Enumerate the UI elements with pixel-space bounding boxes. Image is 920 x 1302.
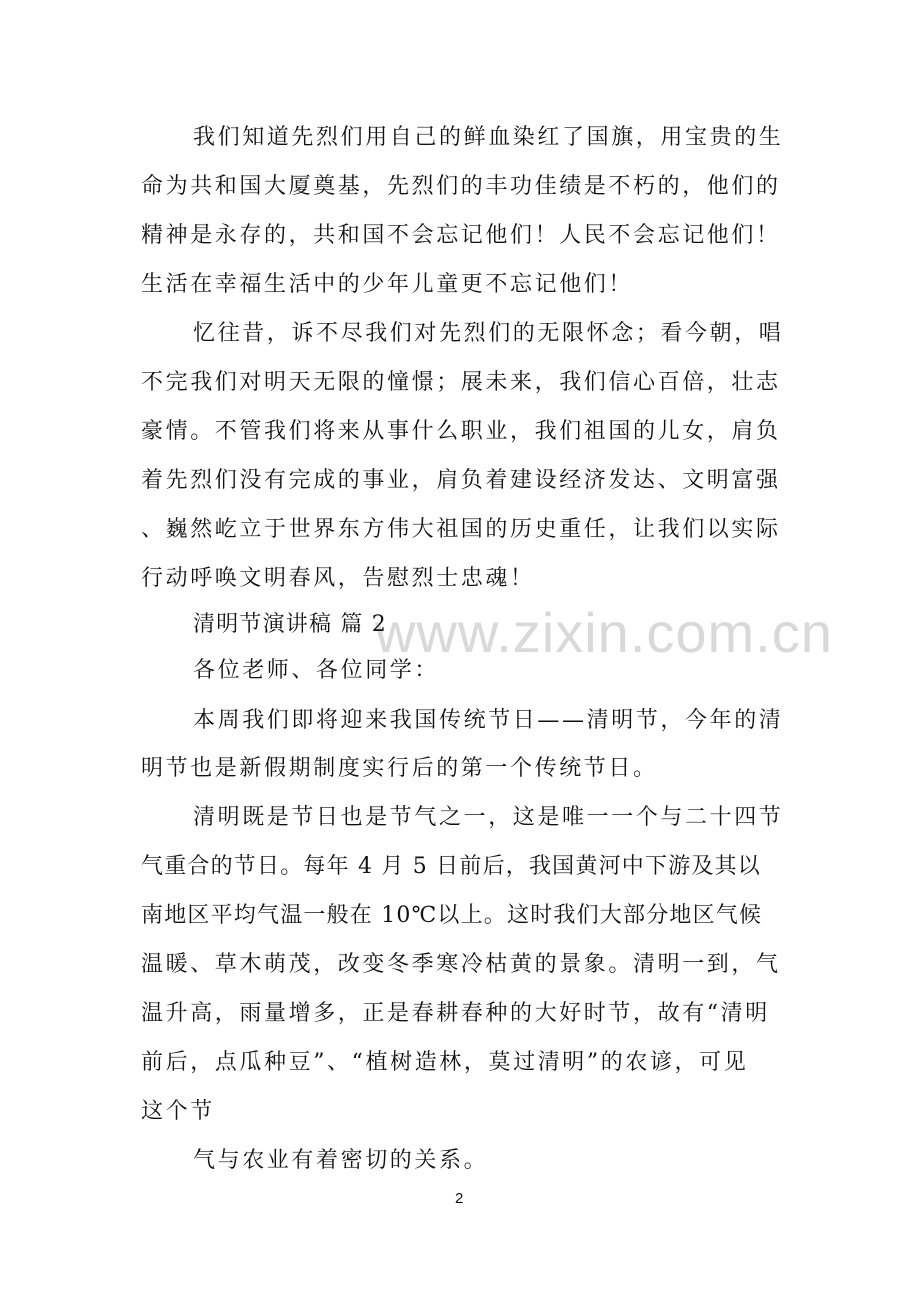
text-line: 着先烈们没有完成的事业，肩负着建设经济发达、文明富强 xyxy=(141,468,781,493)
text-line: 本周我们即将迎来我国传统节日——清明节，今年的清 xyxy=(193,708,784,733)
page-number: 2 xyxy=(455,1190,464,1207)
text-line: 这个节 xyxy=(141,1099,215,1124)
text-line: 南地区平均气温一般在 10℃以上。这时我们大部分地区气候 xyxy=(141,903,763,928)
text-line: 忆往昔，诉不尽我们对先烈们的无限怀念；看今朝，唱 xyxy=(193,321,784,346)
text-line: 我们知道先烈们用自己的鲜血染红了国旗，用宝贵的生 xyxy=(193,125,784,150)
text-line: 生活在幸福生活中的少年儿童更不忘记他们！ xyxy=(141,272,634,297)
text-line: 、巍然屹立于世界东方伟大祖国的历史重任，让我们以实际 xyxy=(141,517,781,542)
text-line: 行动呼唤文明春风，告慰烈士忠魂！ xyxy=(141,566,535,591)
text-line: 不完我们对明天无限的憧憬；展未来，我们信心百倍，壮志 xyxy=(141,370,781,395)
watermark: www.zixin.com.cn xyxy=(375,601,833,664)
text-line: 精神是永存的，共和国不会忘记他们！人民不会忘记他们！ xyxy=(141,223,781,248)
section-heading: 清明节演讲稿 篇 2 xyxy=(193,612,387,637)
text-line: 明节也是新假期制度实行后的第一个传统节日。 xyxy=(141,756,658,781)
text-line: 温暖、草木萌茂，改变冬季寒冷枯黄的景象。清明一到，气 xyxy=(141,952,781,977)
text-line: 命为共和国大厦奠基，先烈们的丰功佳绩是不朽的，他们的 xyxy=(141,174,781,199)
text-line: 气重合的节日。每年 4 月 5 日前后，我国黄河中下游及其以 xyxy=(141,854,761,879)
text-line: 气与农业有着密切的关系。 xyxy=(193,1148,489,1173)
text-line: 温升高，雨量增多，正是春耕春种的大好时节，故有“清明 xyxy=(141,1001,770,1026)
salutation: 各位老师、各位同学： xyxy=(193,658,440,683)
text-line: 前后，点瓜种豆”、“植树造林，莫过清明”的农谚，可见 xyxy=(141,1050,749,1075)
text-line: 豪情。不管我们将来从事什么职业，我们祖国的儿女，肩负 xyxy=(141,419,781,444)
text-line: 清明既是节日也是节气之一，这是唯一一个与二十四节 xyxy=(193,805,784,830)
